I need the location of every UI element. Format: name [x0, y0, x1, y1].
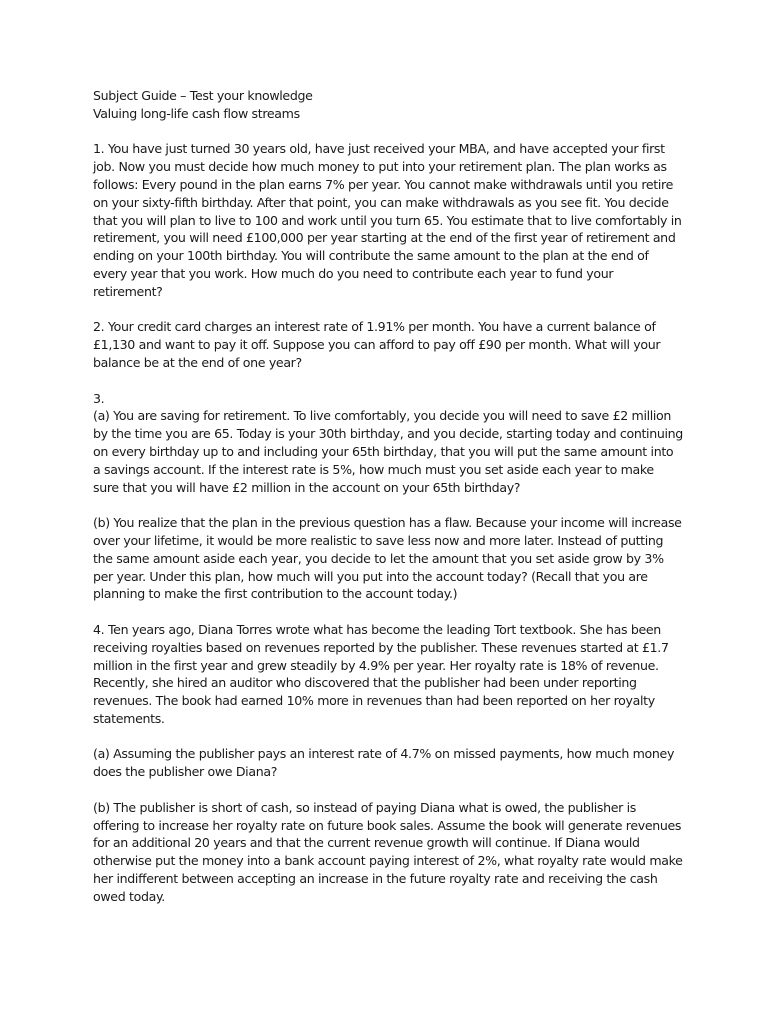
spacer [93, 123, 683, 141]
question-4b: (b) The publisher is short of cash, so instead of paying Diana what is owed, the publisher is offering to increase her royalty rate on future book sales. Assume the book will generate revenues for an additional 20 years and that the current revenue growth will continue. If Diana would otherwise put the money into a bank account paying interest of 2%, what royalty rate would make her indifferent between accepting an increase in the future royalty rate and receiving the cash owed today. [93, 799, 683, 904]
spacer [93, 372, 683, 390]
document-subtitle: Valuing long-life cash flow streams [93, 105, 300, 121]
spacer [93, 781, 683, 799]
question-3-number: 3. [93, 390, 105, 406]
question-4a: (a) Assuming the publisher pays an interest rate of 4.7% on missed payments, how much money does the publisher owe Diana? [93, 746, 675, 780]
subject-guide-title: Subject Guide – Test your knowledge [93, 88, 313, 103]
spacer [93, 496, 683, 514]
question-4: 4. Ten years ago, Diana Torres wrote what has become the leading Tort textbook. She has been receiving royalties based on revenues reported by the publisher. These revenues started at £1.7 million in the first year and grew steadily by 4.9% per year. Her royalty rate is 18% of revenue. Recently, she hired an auditor who discovered that the publisher had been under reporting revenues. The book had earned 10% more in revenues than had been reported on her royalty statements. [93, 621, 669, 726]
document-page [93, 87, 683, 906]
spacer [93, 728, 683, 746]
question-3b: (b) You realize that the plan in the previous question has a flaw. Because your income will increase over your lifetime, it would be more realistic to save less now and more later. Instead of putting the same amount aside each year, you decide to let the amount that you set aside grow by 3% per year. Under this plan, how much will you put into the account today? (Recall that you are planning to make the first contribution to the account today.) [93, 515, 682, 602]
question-1: 1. You have just turned 30 years old, have just received your MBA, and have accepted your first job. Now you must decide how much money to put into your retirement plan. The plan works as follows: Every pound in the plan earns 7% per year. You cannot make withdrawals until you retire on your sixty-fifth birthday. After that point, you can make withdrawals as you see fit. You decide that you will plan to live to 100 and work until you turn 65. You estimate that to live comfortably in retirement, you will need £100,000 per year starting at the end of the first year of retirement and ending on your 100th birthday. You will contribute the same amount to the plan at the end of every year that you work. How much do you need to contribute each year to fund your retirement? [93, 141, 682, 299]
question-2: 2. Your credit card charges an interest rate of 1.91% per month. You have a current balance of £1,130 and want to pay it off. Suppose you can afford to pay off £90 per month. What will your balance be at the end of one year? [93, 319, 661, 370]
question-3a: (a) You are saving for retirement. To live comfortably, you decide you will need to save £2 million by the time you are 65. Today is your 30th birthday, and you decide, starting today and continuing on every birthday up to and including your 65th birthday, that you will put the same amount into a savings account. If the interest rate is 5%, how much must you set aside each year to make sure that you will have £2 million in the account on your 65th birthday? [93, 408, 683, 495]
spacer [93, 301, 683, 319]
spacer [93, 603, 683, 621]
